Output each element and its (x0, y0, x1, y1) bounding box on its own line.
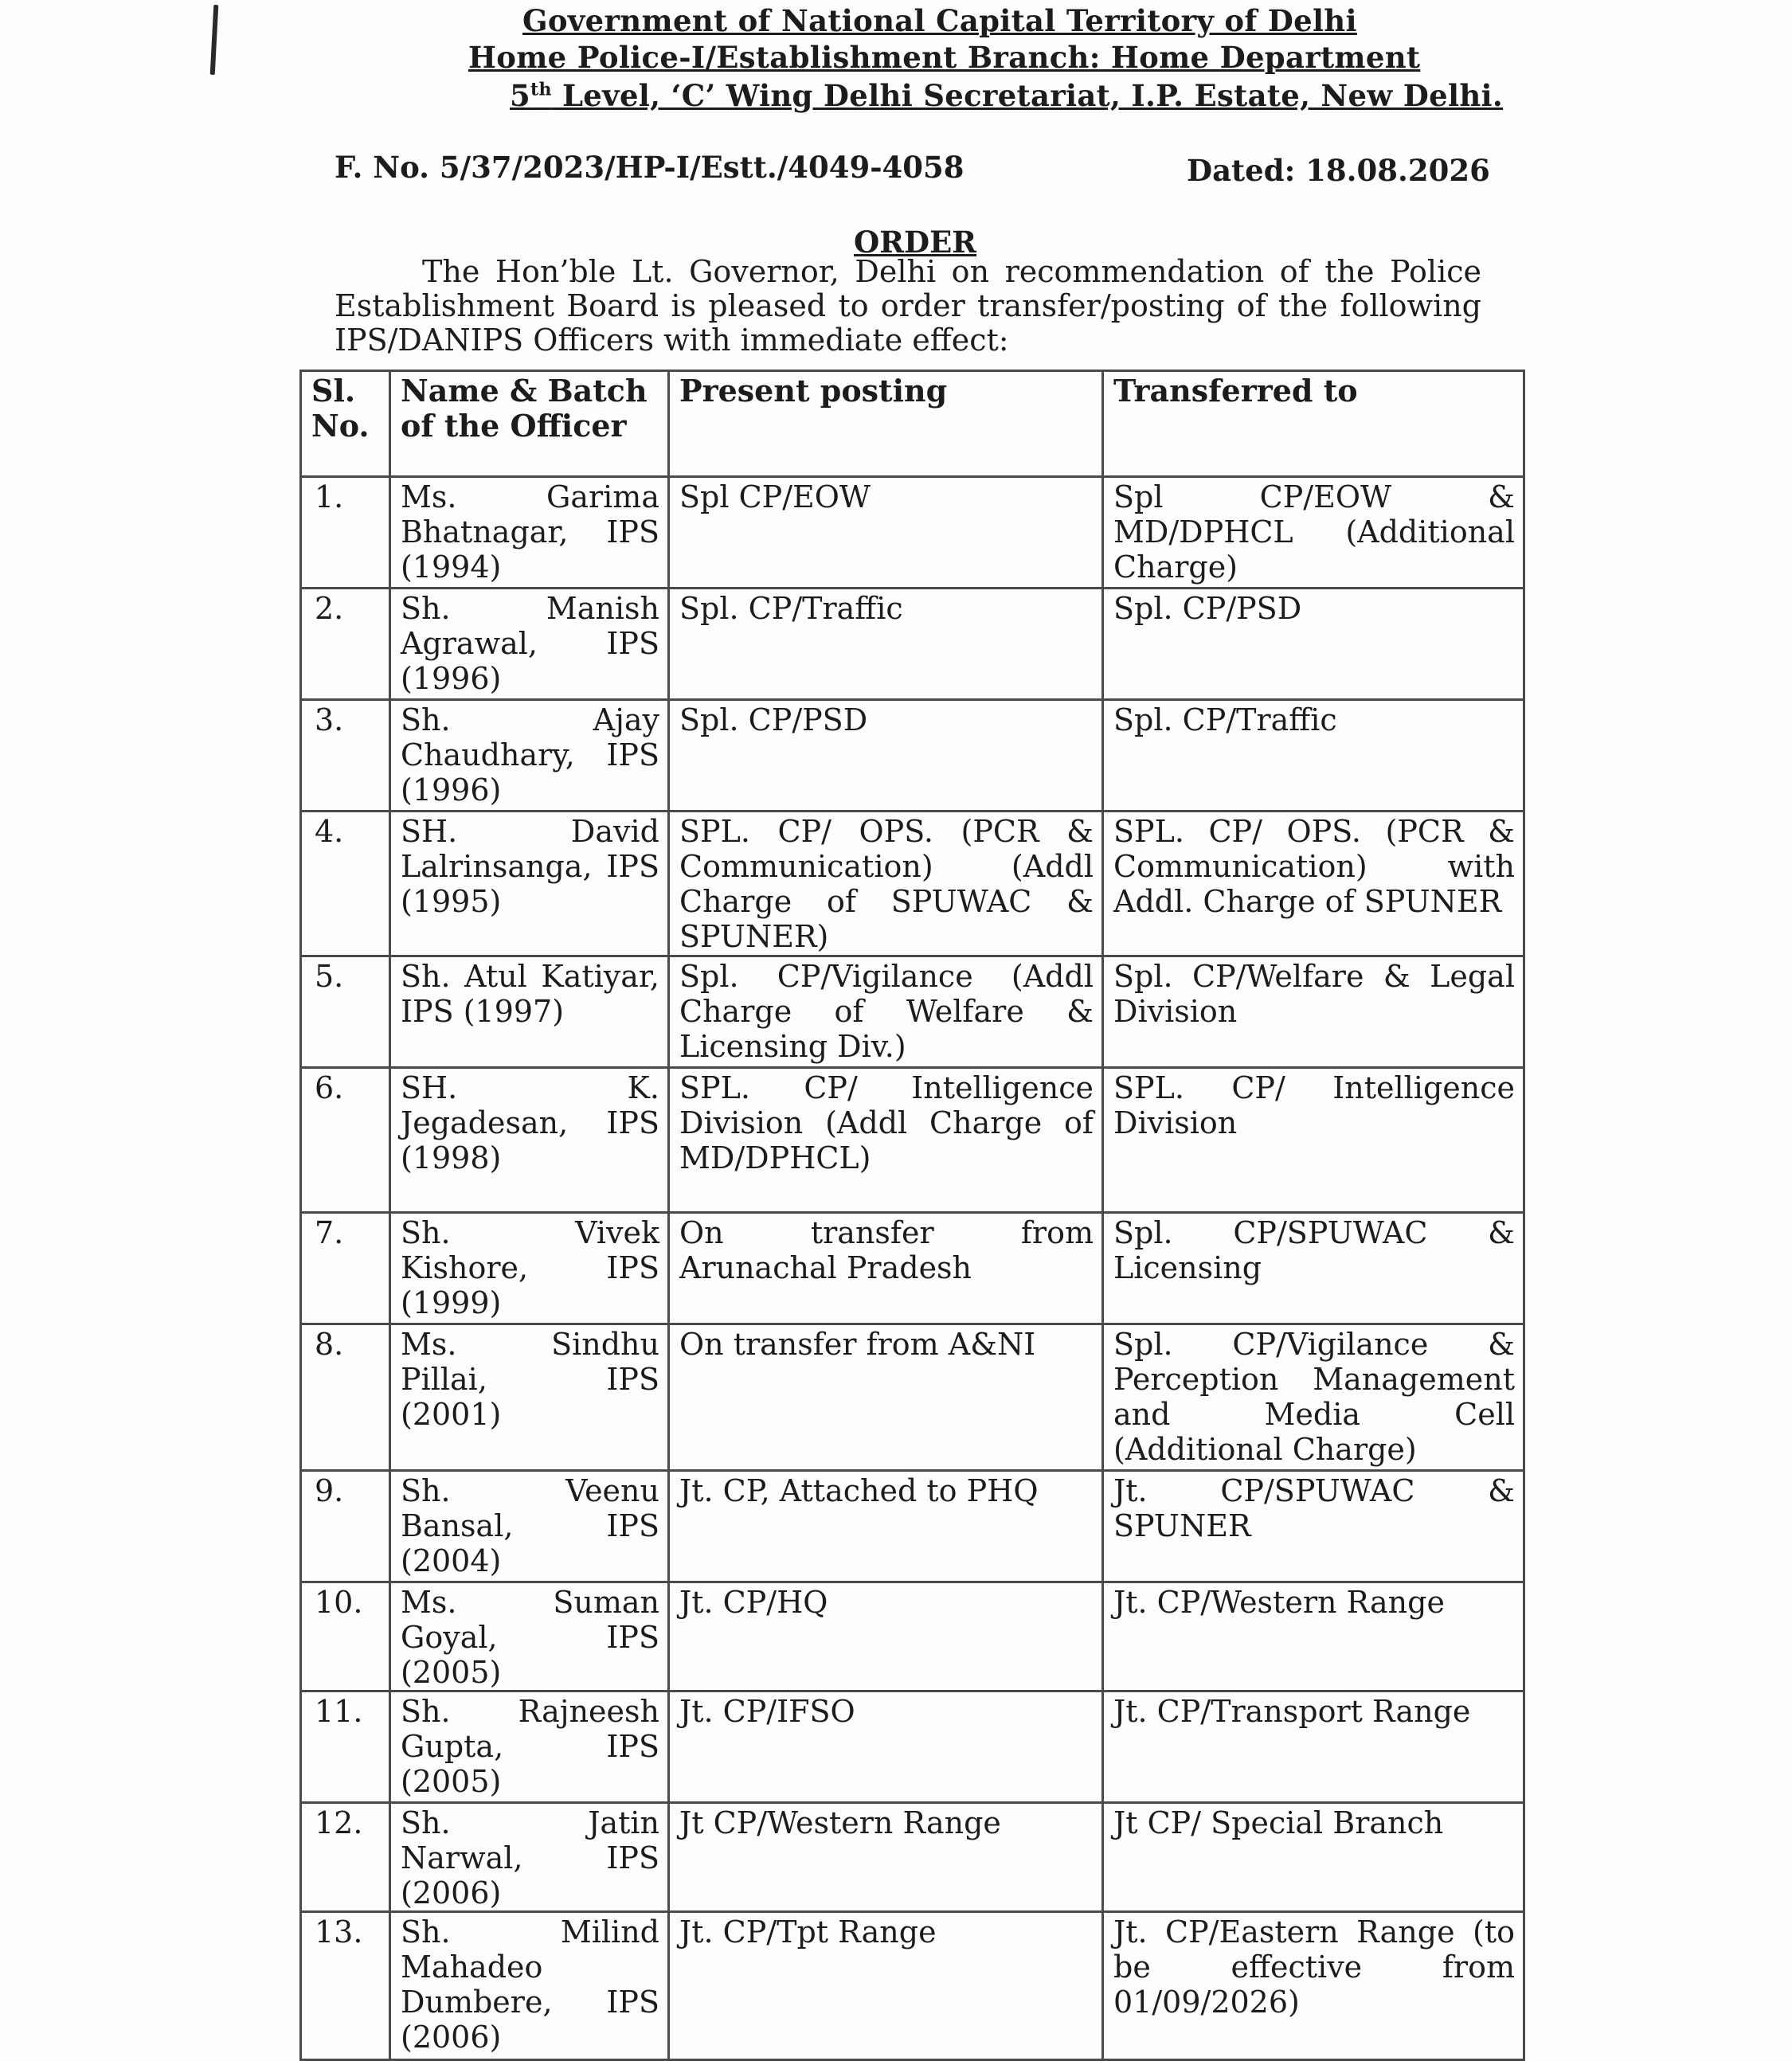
order-intro-paragraph: The Hon’ble Lt. Governor, Delhi on recommendation of the Police Establishment Board is pleased to order transfer/posting of the following IPS/DANIPS Officers with immediate effect: (335, 254, 1481, 358)
cell-transferred-to: Spl CP/EOW & MD/DPHCL (Additional Charge) (1103, 477, 1524, 589)
cell-officer-name: Sh. Vivek Kishore, IPS (1999) (390, 1213, 669, 1324)
cell-present-posting: On transfer from A&NI (669, 1324, 1103, 1471)
cell-present-posting: SPL. CP/ OPS. (PCR & Communication) (Addl Charge of SPUWAC & SPUNER) (669, 811, 1103, 956)
table-row (301, 1324, 1524, 1471)
header-present-posting: Present posting (669, 371, 1103, 477)
header-line-1: Government of National Capital Territory of Delhi (522, 3, 1357, 38)
cell-transferred-to: SPL. CP/ OPS. (PCR & Communication) with Addl. Charge of SPUNER (1103, 811, 1524, 956)
table-row (301, 956, 1524, 1068)
cell-sl-no: 13. (301, 1912, 390, 2060)
cell-officer-name: Sh. Milind Mahadeo Dumbere, IPS (2006) (390, 1912, 669, 2060)
cell-officer-name: Ms. Suman Goyal, IPS (2005) (390, 1582, 669, 1691)
cell-present-posting: Jt. CP/HQ (669, 1582, 1103, 1691)
table-row (301, 700, 1524, 811)
cell-sl-no: 7. (301, 1213, 390, 1324)
cell-present-posting: SPL. CP/ Intelligence Division (Addl Charge of MD/DPHCL) (669, 1068, 1103, 1213)
file-number: F. No. 5/37/2023/HP-I/Estt./4049-4058 (335, 150, 964, 185)
header-line-2: Home Police-I/Establishment Branch: Home Department (468, 40, 1421, 75)
cell-officer-name: Sh. Veenu Bansal, IPS (2004) (390, 1471, 669, 1582)
cell-transferred-to: Jt. CP/Transport Range (1103, 1691, 1524, 1803)
cell-officer-name: SH. K. Jegadesan, IPS (1998) (390, 1068, 669, 1213)
cell-officer-name: Sh. Atul Katiyar, IPS (1997) (390, 956, 669, 1068)
cell-transferred-to: Jt CP/ Special Branch (1103, 1803, 1524, 1912)
table-row (301, 811, 1524, 956)
cell-present-posting: Spl. CP/PSD (669, 700, 1103, 811)
cell-transferred-to: SPL. CP/ Intelligence Division (1103, 1068, 1524, 1213)
table-row (301, 1213, 1524, 1324)
cell-transferred-to: Spl. CP/Welfare & Legal Division (1103, 956, 1524, 1068)
cell-sl-no: 4. (301, 811, 390, 956)
table-row (301, 1582, 1524, 1691)
cell-officer-name: Sh. Rajneesh Gupta, IPS (2005) (390, 1691, 669, 1803)
cell-sl-no: 1. (301, 477, 390, 589)
cell-transferred-to: Jt. CP/Western Range (1103, 1582, 1524, 1691)
cell-sl-no: 11. (301, 1691, 390, 1803)
cell-sl-no: 10. (301, 1582, 390, 1691)
cell-transferred-to: Spl. CP/PSD (1103, 589, 1524, 700)
cell-officer-name: Sh. Manish Agrawal, IPS (1996) (390, 589, 669, 700)
cell-present-posting: Jt CP/Western Range (669, 1803, 1103, 1912)
table-header-row (301, 371, 1524, 477)
cell-transferred-to: Jt. CP/SPUWAC & SPUNER (1103, 1471, 1524, 1582)
cell-transferred-to: Spl. CP/Traffic (1103, 700, 1524, 811)
cell-officer-name: Sh. Jatin Narwal, IPS (2006) (390, 1803, 669, 1912)
cell-transferred-to: Spl. CP/Vigilance & Perception Management and Media Cell (Additional Charge) (1103, 1324, 1524, 1471)
cell-sl-no: 3. (301, 700, 390, 811)
cell-present-posting: Jt. CP/IFSO (669, 1691, 1103, 1803)
cell-officer-name: Ms. Sindhu Pillai, IPS (2001) (390, 1324, 669, 1471)
table-row (301, 1912, 1524, 2060)
table-row (301, 1803, 1524, 1912)
cell-officer-name: Sh. Ajay Chaudhary, IPS (1996) (390, 700, 669, 811)
cell-present-posting: Spl CP/EOW (669, 477, 1103, 589)
cell-present-posting: Jt. CP/Tpt Range (669, 1912, 1103, 2060)
cell-transferred-to: Jt. CP/Eastern Range (to be effective from 01/09/2026) (1103, 1912, 1524, 2060)
header-line-3 (510, 78, 1503, 113)
header-name-batch: Name & Batch of the Officer (390, 371, 669, 477)
table-row (301, 1068, 1524, 1213)
order-date: Dated: 18.08.2026 (1187, 153, 1490, 188)
table-row (301, 589, 1524, 700)
cell-sl-no: 9. (301, 1471, 390, 1582)
header-transferred-to: Transferred to (1103, 371, 1524, 477)
cell-present-posting: Spl. CP/Traffic (669, 589, 1103, 700)
cell-sl-no: 8. (301, 1324, 390, 1471)
cell-officer-name: Ms. Garima Bhatnagar, IPS (1994) (390, 477, 669, 589)
table-row (301, 477, 1524, 589)
cell-sl-no: 6. (301, 1068, 390, 1213)
header-line-3-superscript: th (530, 79, 552, 100)
cell-transferred-to: Spl. CP/SPUWAC & Licensing (1103, 1213, 1524, 1324)
pen-mark (210, 5, 219, 75)
cell-officer-name: SH. David Lalrinsanga, IPS (1995) (390, 811, 669, 956)
cell-present-posting: On transfer from Arunachal Pradesh (669, 1213, 1103, 1324)
table-row (301, 1471, 1524, 1582)
cell-sl-no: 12. (301, 1803, 390, 1912)
cell-present-posting: Spl. CP/Vigilance (Addl Charge of Welfare & Licensing Div.) (669, 956, 1103, 1068)
cell-sl-no: 5. (301, 956, 390, 1068)
header-line-3-number: 5 (510, 78, 531, 113)
order-title: ORDER (854, 225, 977, 260)
table-row (301, 1691, 1524, 1803)
header-line-3-text: Level, ‘C’ Wing Delhi Secretariat, I.P. Estate, New Delhi. (551, 78, 1504, 113)
transfer-table (299, 370, 1525, 2061)
cell-present-posting: Jt. CP, Attached to PHQ (669, 1471, 1103, 1582)
cell-sl-no: 2. (301, 589, 390, 700)
header-sl-no: Sl. No. (301, 371, 390, 477)
